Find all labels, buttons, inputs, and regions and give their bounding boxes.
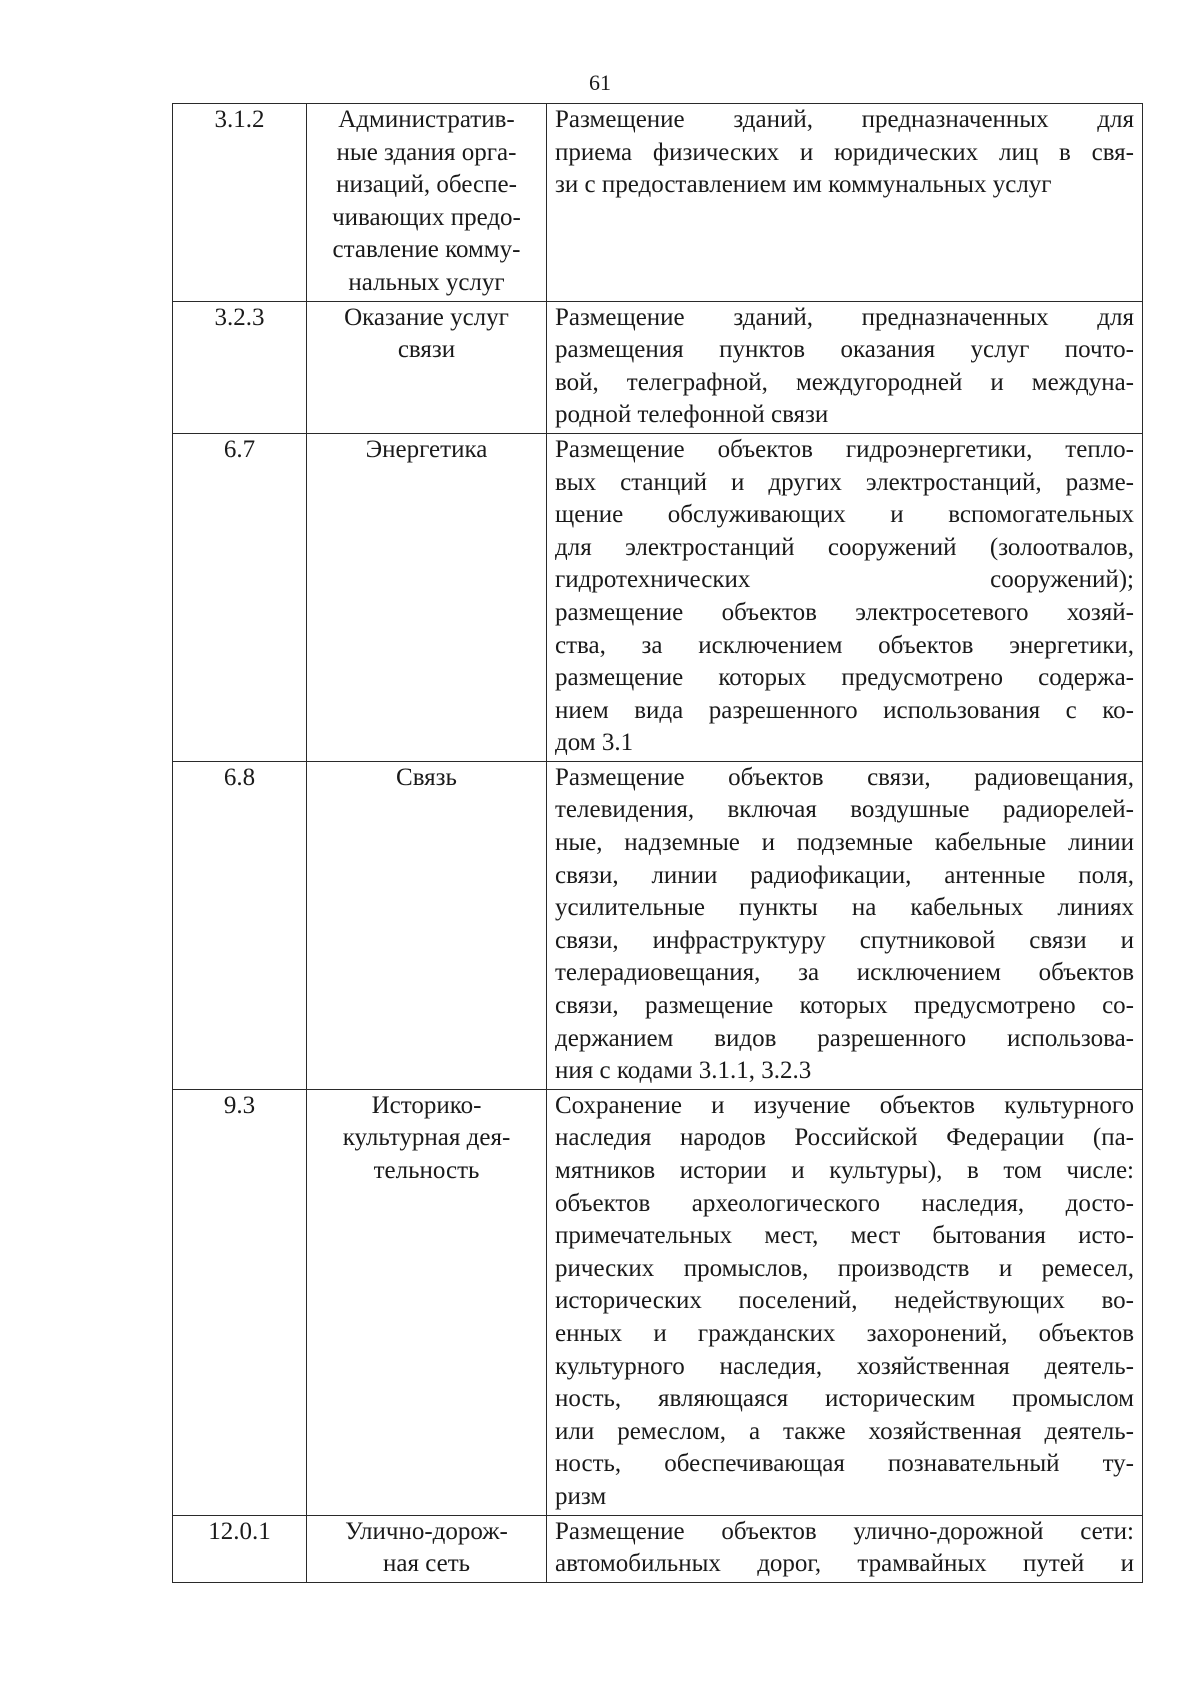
row-description-line: Размещение объектов гидроэнергетики, тепло-	[555, 435, 1134, 463]
row-description	[547, 433, 1143, 761]
row-name-line: Административ-	[338, 106, 515, 133]
row-description-line: нием вида разрешенного использования с ко-	[555, 696, 1134, 724]
row-name-line: чивающих предо-	[332, 203, 521, 231]
row-description-line: для электростанций сооружений (золоотвалов,	[555, 533, 1134, 561]
row-description-line: Размещение зданий, предназначенных для	[555, 303, 1134, 331]
row-name	[307, 761, 547, 1089]
row-description-line: вой, телеграфной, междугородней и междуна-	[555, 368, 1134, 396]
row-description-line: ства, за исключением объектов энергетики,	[555, 631, 1134, 659]
row-name	[307, 301, 547, 433]
table-row	[173, 301, 1143, 433]
row-description-line: щение обслуживающих и вспомогательных	[555, 501, 1134, 529]
row-name-line: ная сеть	[382, 1550, 471, 1578]
row-name	[307, 104, 547, 302]
row-name	[307, 1089, 547, 1515]
row-description-line: связи, инфраструктуру спутниковой связи и	[555, 926, 1134, 954]
row-description-line: автомобильных дорог, трамвайных путей и	[555, 1550, 1134, 1578]
row-description-line: енных и гражданских захоронений, объектов	[555, 1319, 1134, 1347]
row-name-line: низаций, обеспе-	[336, 171, 517, 199]
row-code: 12.0.1	[173, 1515, 307, 1582]
table-row	[173, 761, 1143, 1089]
row-description-line: размещение которых предусмотрено содержа-	[555, 664, 1134, 692]
row-description-line: наследия народов Российской Федерации (па-	[555, 1124, 1134, 1152]
row-description-line: Размещение объектов связи, радиовещания,	[555, 763, 1134, 791]
row-description-line: размещения пунктов оказания услуг почто-	[555, 336, 1134, 364]
row-description-line: примечательных мест, мест бытования исто-	[555, 1222, 1134, 1250]
row-description-line: мятников истории и культуры), в том числе:	[555, 1157, 1134, 1184]
row-description	[547, 301, 1143, 433]
row-description-line: зи с предоставлением им коммунальных услуг	[555, 171, 1052, 199]
row-name-line: нальных услуг	[348, 268, 505, 296]
row-description-line: или ремеслом, а также хозяйственная деятель-	[555, 1417, 1134, 1445]
row-code: 6.7	[173, 433, 307, 761]
row-description-line: телевидения, включая воздушные радиорелей-	[555, 796, 1134, 824]
row-description-line: держанием видов разрешенного использова-	[555, 1024, 1134, 1052]
row-name-line: связи	[397, 336, 456, 364]
row-description-line: ризм	[555, 1482, 607, 1510]
row-description	[547, 1515, 1143, 1582]
row-name-line: тельность	[373, 1157, 480, 1184]
row-name-line: Связь	[396, 763, 457, 791]
table-body	[173, 104, 1143, 1583]
row-name-line: ные здания орга-	[336, 138, 517, 166]
row-description-line: приема физических и юридических лиц в свя-	[555, 138, 1134, 166]
row-name-line: ставление комму-	[332, 236, 521, 264]
land-use-table	[172, 103, 1143, 1583]
row-description	[547, 761, 1143, 1089]
row-name-line: культурная дея-	[342, 1124, 511, 1152]
row-description-line: связи, размещение которых предусмотрено со-	[555, 992, 1134, 1020]
row-description-line: исторических поселений, недействующих во-	[555, 1287, 1134, 1315]
row-code: 6.8	[173, 761, 307, 1089]
row-name	[307, 433, 547, 761]
row-name-line: Историко-	[371, 1091, 482, 1119]
row-name-line: Оказание услуг	[344, 303, 509, 331]
row-description-line: размещение объектов электросетевого хозяй-	[555, 598, 1134, 626]
row-description-line: рических промыслов, производств и ремесел,	[555, 1254, 1134, 1282]
row-name-line: Энергетика	[365, 435, 488, 463]
row-description-line: Сохранение и изучение объектов культурного	[555, 1091, 1134, 1119]
row-description-line: родной телефонной связи	[555, 401, 829, 429]
row-description-line: ные, надземные и подземные кабельные линии	[555, 829, 1134, 857]
row-description-line: объектов археологического наследия, досто-	[555, 1189, 1134, 1217]
row-description	[547, 1089, 1143, 1515]
row-description	[547, 104, 1143, 302]
row-description-line: вых станций и других электростанций, разме-	[555, 468, 1134, 496]
row-description-line: усилительные пункты на кабельных линиях	[555, 894, 1134, 922]
table-row	[173, 1515, 1143, 1582]
row-description-line: телерадиовещания, за исключением объектов	[555, 959, 1134, 987]
page-number: 61	[589, 70, 611, 95]
row-name	[307, 1515, 547, 1582]
row-name-line: Улично-дорож-	[345, 1517, 508, 1545]
table-row	[173, 1089, 1143, 1515]
row-description-line: связи, линии радиофикации, антенные поля,	[555, 861, 1134, 889]
row-description-line: Размещение объектов улично-дорожной сети:	[555, 1517, 1134, 1545]
row-description-line: гидротехнических сооружений);	[555, 566, 1134, 594]
row-description-line: ность, обеспечивающая познавательный ту-	[555, 1450, 1134, 1478]
table-row	[173, 104, 1143, 302]
row-code: 9.3	[173, 1089, 307, 1515]
row-description-line: дом 3.1	[555, 729, 634, 757]
row-description-line: ность, являющаяся историческим промыслом	[555, 1385, 1134, 1413]
table-row	[173, 433, 1143, 761]
row-code: 3.2.3	[173, 301, 307, 433]
row-description-line: культурного наследия, хозяйственная деятель-	[555, 1352, 1134, 1380]
row-description-line: Размещение зданий, предназначенных для	[555, 106, 1134, 133]
row-code: 3.1.2	[173, 104, 307, 302]
row-description-line: ния с кодами 3.1.1, 3.2.3	[555, 1057, 812, 1085]
